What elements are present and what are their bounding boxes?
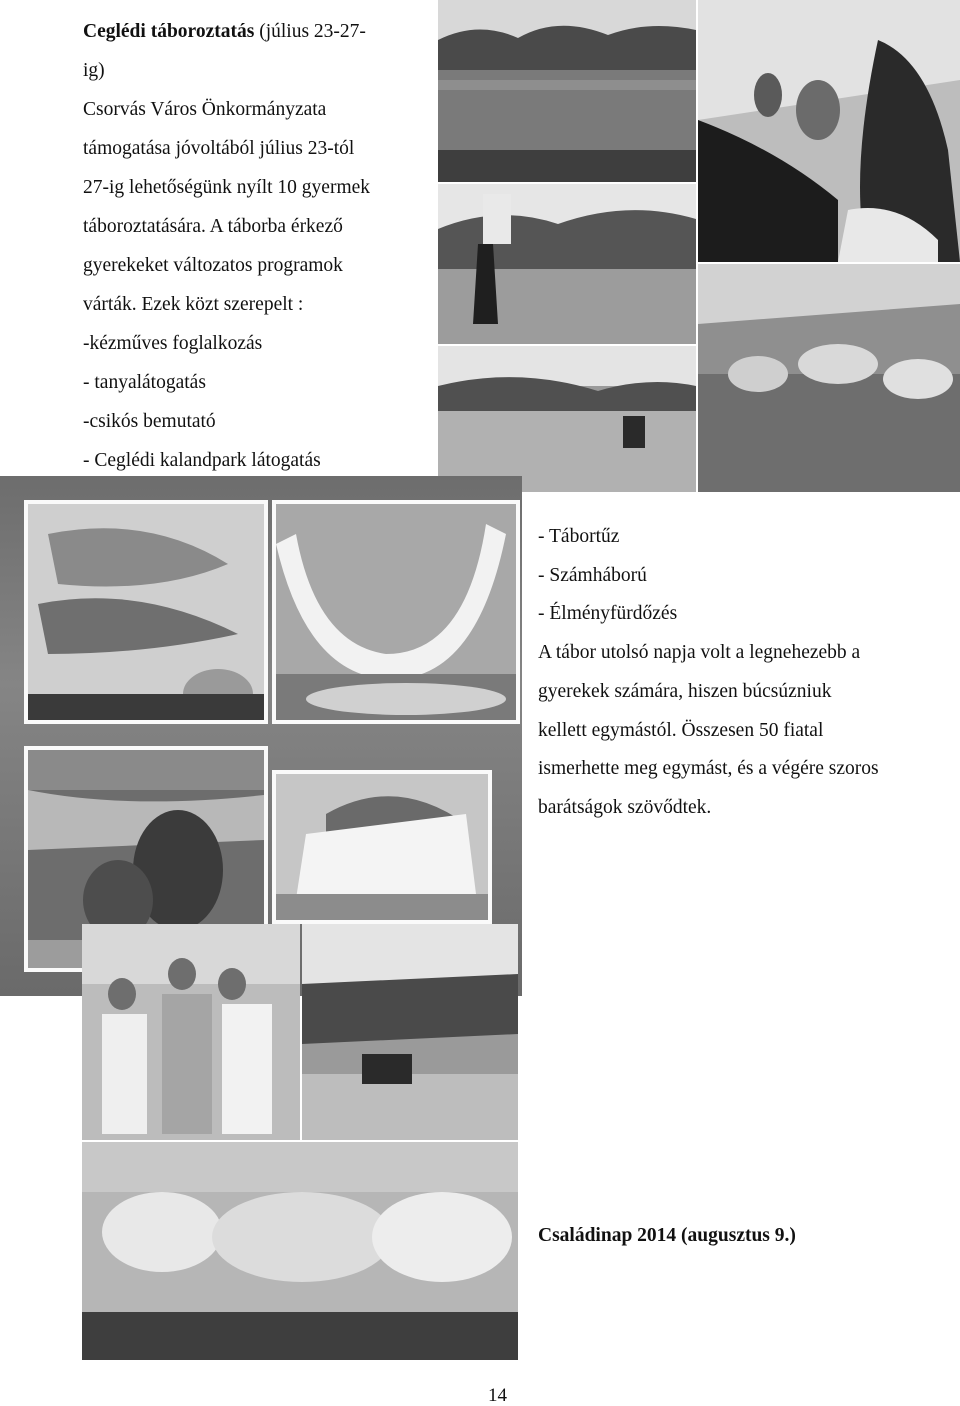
photo-riding-arena: [438, 346, 696, 492]
summary-line: kellett egymástól. Összesen 50 fiatal: [538, 719, 824, 741]
intro-text-block: [83, 12, 428, 480]
summary-line: gyerekek számára, hiszen búcsúzniuk: [538, 680, 832, 702]
summary-line: ismerhette meg egymást, és a végére szoros: [538, 758, 879, 780]
continuation-text-block: [538, 518, 948, 828]
photo-horse-rider: [438, 184, 696, 344]
photo-climbing-wall-pool: [276, 774, 488, 920]
photo-carriage: [698, 0, 960, 262]
intro-line: támogatása jóvoltából július 23-tól: [83, 138, 355, 159]
photo-lake: [438, 0, 696, 182]
intro-heading-dates: (július 23-27-: [254, 21, 366, 42]
program-item: - Tábortűz: [538, 526, 620, 547]
intro-line: Csorvás Város Önkormányzata: [83, 99, 327, 120]
summary-line: barátságok szövődtek.: [538, 796, 712, 818]
intro-line: táboroztatására. A táborba érkező: [83, 216, 343, 237]
intro-line: - Ceglédi kalandpark látogatás: [83, 450, 321, 471]
intro-line: -kézműves foglalkozás: [83, 333, 263, 354]
photo-halfpipe-slide: [276, 504, 516, 720]
intro-line: gyerekeket változatos programok: [83, 255, 343, 276]
photo-group-teens: [82, 924, 300, 1140]
page-number: 14: [488, 1385, 507, 1406]
program-item: - Számháború: [538, 564, 647, 586]
photo-picnic-grass: [698, 264, 960, 492]
intro-line: - tanyalátogatás: [83, 372, 206, 393]
photo-waterslides: [28, 504, 264, 720]
intro-heading-cont: ig): [83, 60, 105, 81]
intro-heading-bold: Ceglédi táboroztatás: [83, 21, 255, 42]
family-day-heading: Családinap 2014 (augusztus 9.): [538, 1225, 796, 1246]
program-item: - Élményfürdőzés: [538, 603, 678, 625]
intro-line: -csikós bemutató: [83, 411, 216, 432]
intro-line: 27-ig lehetőségünk nyílt 10 gyermek: [83, 177, 371, 198]
summary-line: A tábor utolsó napja volt a legnehezebb a: [538, 642, 861, 664]
intro-heading: [83, 12, 428, 51]
photo-train-station: [302, 924, 518, 1140]
intro-line: várták. Ezek közt szerepelt :: [83, 294, 304, 315]
photo-family-group: [82, 1142, 518, 1360]
